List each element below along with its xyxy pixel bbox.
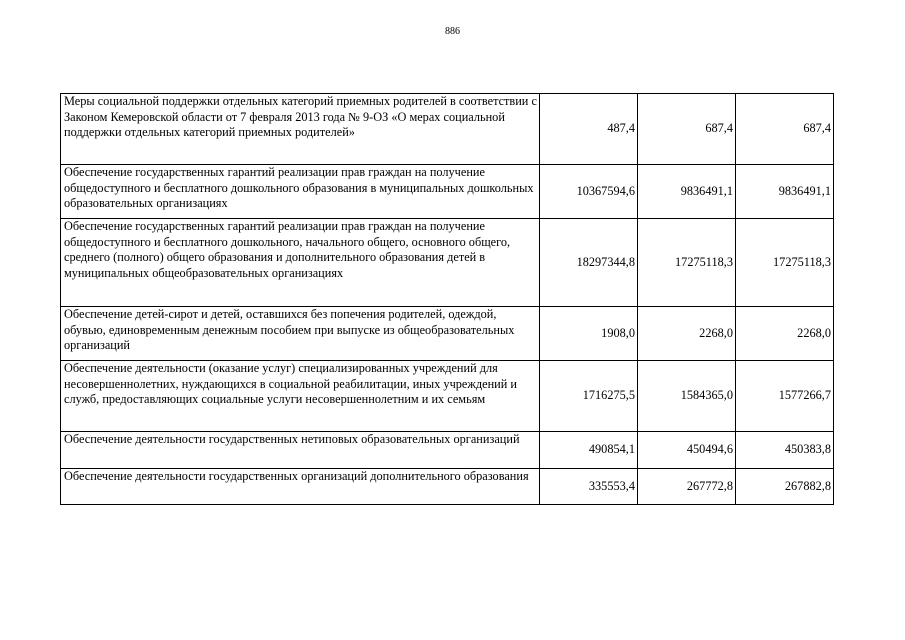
table-row xyxy=(61,361,834,432)
table-row xyxy=(61,94,834,165)
value-col-2: 17275118,3 xyxy=(638,219,736,307)
row-description: Меры социальной поддержки отдельных категорий приемных родителей в соответствии с Законом Кемеровской области от 7 февраля 2013 года № 9-ОЗ «О мерах социальной поддержки отдельных категорий приемных родителей» xyxy=(61,94,540,165)
table-row xyxy=(61,432,834,469)
row-description: Обеспечение деятельности государственных организаций дополнительного образования xyxy=(61,469,540,505)
table-row xyxy=(61,219,834,307)
value-col-1: 335553,4 xyxy=(540,469,638,505)
value-col-2: 450494,6 xyxy=(638,432,736,469)
table-row xyxy=(61,469,834,505)
row-description: Обеспечение государственных гарантий реализации прав граждан на получение общедоступного и бесплатного дошкольного образования в муниципальных дошкольных образовательных организациях xyxy=(61,165,540,219)
row-description: Обеспечение государственных гарантий реализации прав граждан на получение общедоступного и бесплатного дошкольного, начального общего, основного общего, среднего (полного) общего образования и дополнительного образования детей в муниципальных общеобразовательных организациях xyxy=(61,219,540,307)
value-col-1: 1716275,5 xyxy=(540,361,638,432)
value-col-1: 1908,0 xyxy=(540,307,638,361)
table-row xyxy=(61,307,834,361)
value-col-2: 267772,8 xyxy=(638,469,736,505)
value-col-3: 1577266,7 xyxy=(736,361,834,432)
value-col-3: 687,4 xyxy=(736,94,834,165)
value-col-3: 450383,8 xyxy=(736,432,834,469)
value-col-2: 2268,0 xyxy=(638,307,736,361)
value-col-3: 2268,0 xyxy=(736,307,834,361)
value-col-1: 18297344,8 xyxy=(540,219,638,307)
row-description: Обеспечение деятельности государственных нетиповых образовательных организаций xyxy=(61,432,540,469)
value-col-3: 9836491,1 xyxy=(736,165,834,219)
budget-table xyxy=(60,93,834,505)
value-col-1: 10367594,6 xyxy=(540,165,638,219)
value-col-1: 487,4 xyxy=(540,94,638,165)
value-col-2: 687,4 xyxy=(638,94,736,165)
value-col-2: 1584365,0 xyxy=(638,361,736,432)
row-description: Обеспечение детей-сирот и детей, оставшихся без попечения родителей, одеждой, обувью, единовременным денежным пособием при выпуске из общеобразовательных организаций xyxy=(61,307,540,361)
value-col-3: 17275118,3 xyxy=(736,219,834,307)
value-col-1: 490854,1 xyxy=(540,432,638,469)
value-col-2: 9836491,1 xyxy=(638,165,736,219)
row-description: Обеспечение деятельности (оказание услуг) специализированных учреждений для несовершеннолетних, нуждающихся в социальной реабилитации, иных учреждений и служб, предоставляющих социальные услуги несовершеннолетним и их семьям xyxy=(61,361,540,432)
table-row xyxy=(61,165,834,219)
value-col-3: 267882,8 xyxy=(736,469,834,505)
page-number: 886 xyxy=(445,26,460,37)
